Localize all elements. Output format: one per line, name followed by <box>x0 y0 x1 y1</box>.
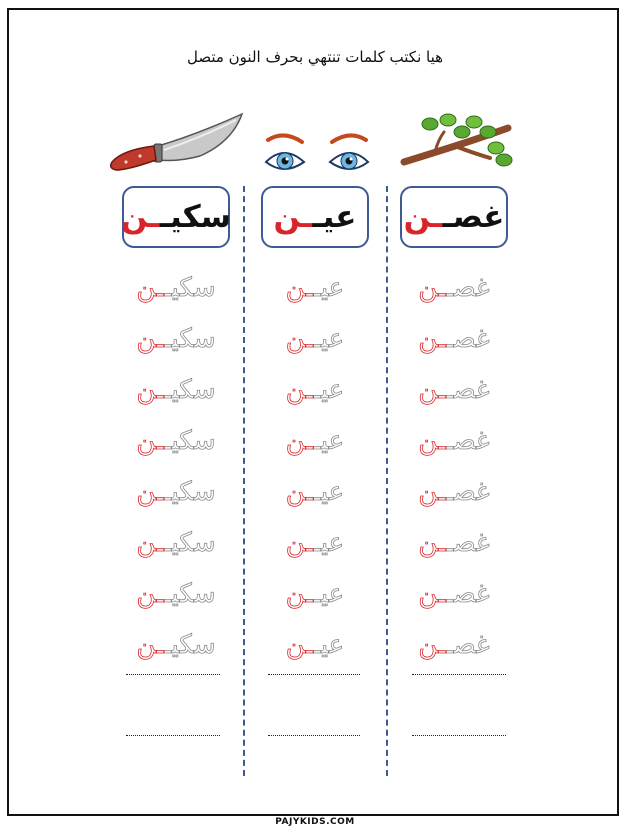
trace-word <box>394 364 514 415</box>
trace-prefix: غصـ <box>445 272 490 303</box>
writing-line[interactable] <box>126 674 220 675</box>
trace-prefix: غصـ <box>445 527 490 558</box>
trace-word <box>394 466 514 517</box>
trace-suffix-noon: ـن <box>418 374 446 405</box>
trace-suffix-noon: ـن <box>285 476 314 507</box>
trace-word <box>255 415 375 466</box>
trace-suffix-noon: ـن <box>136 425 164 456</box>
trace-word <box>255 568 375 619</box>
page-title: هيا نكتب كلمات تنتهي بحرف النون متصل <box>186 48 444 66</box>
trace-word <box>116 415 236 466</box>
trace-word <box>394 262 514 313</box>
trace-prefix: سكيـ <box>163 476 216 507</box>
trace-prefix: غصـ <box>445 374 490 405</box>
word-prefix: سكيـ <box>159 199 232 235</box>
word-box-sikkin <box>122 186 230 248</box>
word-box-ayn <box>261 186 369 248</box>
writing-line[interactable] <box>126 735 220 736</box>
trace-word <box>116 262 236 313</box>
trace-suffix-noon: ـن <box>285 425 314 456</box>
writing-line[interactable] <box>268 735 360 736</box>
trace-prefix: عيـ <box>313 323 345 354</box>
trace-word <box>394 517 514 568</box>
trace-prefix: سكيـ <box>163 323 216 354</box>
writing-line[interactable] <box>268 674 360 675</box>
trace-suffix-noon: ـن <box>136 272 164 303</box>
trace-word <box>394 619 514 670</box>
word-prefix: غصـ <box>442 199 505 235</box>
footer-site: PAJYKIDS.COM <box>269 817 361 827</box>
trace-prefix: عيـ <box>313 527 345 558</box>
trace-word <box>255 517 375 568</box>
trace-prefix: عيـ <box>313 578 345 609</box>
trace-word <box>116 619 236 670</box>
trace-word <box>394 313 514 364</box>
trace-suffix-noon: ـن <box>418 527 446 558</box>
word-suffix-noon: ـن <box>403 199 443 235</box>
trace-suffix-noon: ـن <box>418 425 446 456</box>
trace-prefix: سكيـ <box>163 425 216 456</box>
trace-suffix-noon: ـن <box>418 578 446 609</box>
trace-prefix: سكيـ <box>163 374 216 405</box>
knife-icon <box>108 112 246 174</box>
trace-prefix: غصـ <box>445 476 490 507</box>
trace-column-sikkin <box>116 262 236 670</box>
trace-word <box>255 364 375 415</box>
trace-suffix-noon: ـن <box>285 629 314 660</box>
trace-word <box>116 466 236 517</box>
trace-word <box>116 364 236 415</box>
trace-suffix-noon: ـن <box>418 323 446 354</box>
writing-line[interactable] <box>412 674 506 675</box>
trace-prefix: عيـ <box>313 476 345 507</box>
trace-suffix-noon: ـن <box>285 323 314 354</box>
word-box-ghosn <box>400 186 508 248</box>
trace-prefix: سكيـ <box>163 629 216 660</box>
trace-suffix-noon: ـن <box>285 272 314 303</box>
trace-suffix-noon: ـن <box>136 578 164 609</box>
trace-suffix-noon: ـن <box>418 629 446 660</box>
footer <box>0 809 630 828</box>
trace-word <box>394 415 514 466</box>
trace-prefix: سكيـ <box>163 527 216 558</box>
trace-suffix-noon: ـن <box>136 323 164 354</box>
eyes-icon <box>262 132 372 180</box>
trace-word <box>255 466 375 517</box>
word-prefix: عيـ <box>312 199 357 235</box>
trace-prefix: غصـ <box>445 323 490 354</box>
trace-prefix: سكيـ <box>163 578 216 609</box>
trace-word <box>116 568 236 619</box>
writing-line[interactable] <box>412 735 506 736</box>
trace-word <box>255 313 375 364</box>
column-divider <box>243 186 245 776</box>
word-suffix-noon: ـن <box>273 199 313 235</box>
branch-with-leaves-icon <box>400 110 515 175</box>
trace-word <box>255 619 375 670</box>
trace-word <box>255 262 375 313</box>
trace-prefix: غصـ <box>445 629 490 660</box>
trace-suffix-noon: ـن <box>136 374 164 405</box>
trace-prefix: غصـ <box>445 578 490 609</box>
trace-prefix: غصـ <box>445 425 490 456</box>
trace-word <box>116 313 236 364</box>
trace-suffix-noon: ـن <box>285 578 314 609</box>
trace-word <box>116 517 236 568</box>
word-suffix-noon: ـن <box>120 199 160 235</box>
trace-suffix-noon: ـن <box>418 476 446 507</box>
trace-suffix-noon: ـن <box>418 272 446 303</box>
trace-suffix-noon: ـن <box>136 476 164 507</box>
trace-suffix-noon: ـن <box>136 629 164 660</box>
trace-prefix: عيـ <box>313 374 345 405</box>
trace-suffix-noon: ـن <box>285 374 314 405</box>
trace-suffix-noon: ـن <box>285 527 314 558</box>
trace-prefix: عيـ <box>313 425 345 456</box>
trace-column-ghosn <box>394 262 514 670</box>
trace-prefix: سكيـ <box>163 272 216 303</box>
trace-prefix: عيـ <box>313 629 345 660</box>
trace-column-ayn <box>255 262 375 670</box>
trace-prefix: عيـ <box>313 272 345 303</box>
trace-suffix-noon: ـن <box>136 527 164 558</box>
column-divider <box>386 186 388 776</box>
trace-word <box>394 568 514 619</box>
